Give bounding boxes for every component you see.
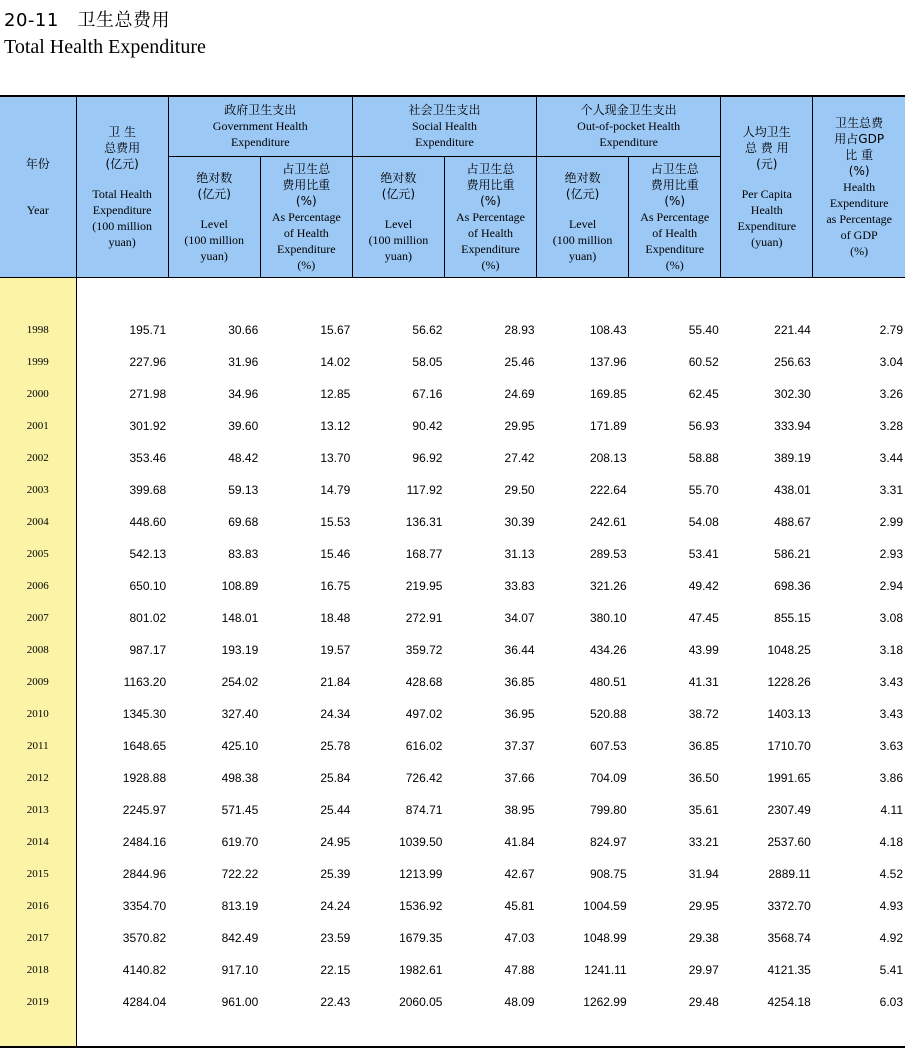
- year-cell: [0, 277, 76, 314]
- value-cell: 1213.99: [399, 866, 443, 881]
- value-cell: 31.96: [228, 354, 259, 369]
- value-cell: 31.13: [504, 546, 535, 561]
- value-cell: 19.57: [320, 642, 351, 657]
- value-cell: 987.17: [129, 642, 167, 657]
- value-cell: 41.31: [688, 674, 719, 689]
- value-cell: 3568.74: [767, 930, 811, 945]
- value-cell: 30.39: [504, 514, 535, 529]
- value-cell: 25.84: [320, 770, 351, 785]
- value-cell: 842.49: [221, 930, 259, 945]
- value-cell: 4.18: [879, 834, 903, 849]
- table-row: [0, 570, 905, 602]
- value-cell: 69.68: [228, 514, 259, 529]
- value-cell: 961.00: [221, 994, 259, 1009]
- value-cell: 616.02: [405, 738, 443, 753]
- value-cell: 333.94: [774, 418, 811, 433]
- value-cell: 23.59: [320, 930, 351, 945]
- value-cell: 60.52: [688, 354, 719, 369]
- value-cell: 221.44: [774, 322, 811, 337]
- value-cell: 18.48: [320, 610, 351, 625]
- table-row: [0, 858, 905, 890]
- value-cell: 542.13: [129, 546, 167, 561]
- value-cell: 2.94: [879, 578, 903, 593]
- year-cell: 2015: [0, 858, 76, 890]
- value-cell: 3.63: [879, 738, 903, 753]
- value-cell: 24.69: [504, 386, 535, 401]
- value-cell: 15.53: [320, 514, 351, 529]
- value-cell: 90.42: [412, 418, 443, 433]
- value-cell: 4121.35: [767, 962, 811, 977]
- header-gdp-share: 卫生总费 用占GDP 比 重 (%) Health Expenditure as Percentage of GDP (%): [813, 96, 905, 277]
- value-cell: 137.96: [589, 354, 627, 369]
- value-cell: 2060.05: [399, 994, 443, 1009]
- value-cell: 25.78: [320, 738, 351, 753]
- value-cell: 62.45: [688, 386, 719, 401]
- year-cell: 2009: [0, 666, 76, 698]
- value-cell: 3.43: [879, 706, 903, 721]
- value-cell: 2484.16: [122, 834, 167, 849]
- value-cell: 43.99: [688, 642, 719, 657]
- value-cell: 917.10: [221, 962, 259, 977]
- table-row: [0, 922, 905, 954]
- value-cell: 488.67: [774, 514, 811, 529]
- value-cell: 813.19: [221, 898, 259, 913]
- value-cell: 171.89: [589, 418, 627, 433]
- value-cell: 1039.50: [399, 834, 443, 849]
- table-row: [0, 538, 905, 570]
- value-cell: 36.85: [504, 674, 535, 689]
- value-cell: 45.81: [504, 898, 535, 913]
- table-header: [0, 96, 905, 277]
- table-row: [0, 602, 905, 634]
- value-cell: 193.19: [221, 642, 259, 657]
- value-cell: 67.16: [412, 386, 443, 401]
- value-cell: 254.02: [221, 674, 259, 689]
- value-cell: 3.43: [879, 674, 903, 689]
- value-cell: 96.92: [412, 450, 443, 465]
- value-cell: 36.95: [504, 706, 535, 721]
- value-cell: 168.77: [405, 546, 443, 561]
- value-cell: 55.70: [688, 482, 719, 497]
- value-cell: 24.24: [320, 898, 351, 913]
- table-body: [0, 277, 905, 1047]
- value-cell: 219.95: [405, 578, 443, 593]
- table-row: [0, 826, 905, 858]
- value-cell: 1403.13: [767, 706, 811, 721]
- value-cell: 42.67: [504, 866, 535, 881]
- value-cell: 31.94: [688, 866, 719, 881]
- value-cell: 222.64: [589, 482, 627, 497]
- value-cell: 425.10: [221, 738, 259, 753]
- value-cell: 1228.26: [767, 674, 811, 689]
- header-oop-level: 绝对数 (亿元) Level (100 million yuan): [537, 156, 629, 277]
- value-cell: 438.01: [774, 482, 811, 497]
- table-row: [0, 634, 905, 666]
- value-cell: 2.93: [879, 546, 903, 561]
- value-cell: 1004.59: [583, 898, 627, 913]
- header-social-pct: 占卫生总 费用比重 (%) As Percentage of Health Expenditure (%): [444, 156, 536, 277]
- value-cell: 208.13: [589, 450, 627, 465]
- value-cell: 3.44: [879, 450, 903, 465]
- value-cell: 25.44: [320, 802, 351, 817]
- value-cell: 3.04: [879, 354, 903, 369]
- year-cell: 2016: [0, 890, 76, 922]
- value-cell: 1262.99: [583, 994, 627, 1009]
- value-cell: 801.02: [129, 610, 167, 625]
- value-cell: 3.18: [879, 642, 903, 657]
- value-cell: 2.79: [879, 322, 903, 337]
- value-cell: 108.43: [589, 322, 627, 337]
- value-cell: 2245.97: [122, 802, 167, 817]
- year-cell: 1998: [0, 314, 76, 346]
- table-row: [0, 986, 905, 1018]
- value-cell: 37.37: [504, 738, 535, 753]
- value-cell: 56.93: [688, 418, 719, 433]
- header-social-level: 绝对数 (亿元) Level (100 million yuan): [352, 156, 444, 277]
- value-cell: 497.02: [405, 706, 443, 721]
- value-cell: 3.86: [879, 770, 903, 785]
- year-cell: [0, 1018, 76, 1047]
- value-cell: 29.38: [688, 930, 719, 945]
- value-cell: 1982.61: [399, 962, 443, 977]
- value-cell: 3.31: [879, 482, 903, 497]
- value-cell: 3.28: [879, 418, 903, 433]
- year-cell: 2017: [0, 922, 76, 954]
- value-cell: 59.13: [228, 482, 259, 497]
- table-row: [0, 954, 905, 986]
- value-cell: 36.85: [688, 738, 719, 753]
- value-cell: 799.80: [589, 802, 627, 817]
- year-cell: 2013: [0, 794, 76, 826]
- value-cell: 6.03: [879, 994, 903, 1009]
- header-per-capita: 人均卫生 总 费 用 (元) Per Capita Health Expenditure (yuan): [721, 96, 813, 277]
- value-cell: 47.88: [504, 962, 535, 977]
- value-cell: 4140.82: [122, 962, 167, 977]
- value-cell: 1345.30: [122, 706, 167, 721]
- value-cell: 56.62: [412, 322, 443, 337]
- value-cell: 399.68: [129, 482, 167, 497]
- value-cell: 2889.11: [768, 866, 811, 881]
- table-row: [0, 314, 905, 346]
- value-cell: 434.26: [589, 642, 627, 657]
- year-cell: 2007: [0, 602, 76, 634]
- value-cell: 29.95: [504, 418, 535, 433]
- value-cell: 41.84: [504, 834, 535, 849]
- value-cell: 12.85: [320, 386, 351, 401]
- value-cell: 53.41: [688, 546, 719, 561]
- year-cell: 1999: [0, 346, 76, 378]
- year-cell: 2018: [0, 954, 76, 986]
- value-cell: 271.98: [129, 386, 167, 401]
- value-cell: 54.08: [688, 514, 719, 529]
- value-cell: 39.60: [228, 418, 259, 433]
- value-cell: 722.22: [221, 866, 259, 881]
- value-cell: 2537.60: [767, 834, 811, 849]
- value-cell: 1163.20: [123, 674, 167, 689]
- page-title-cn: 20-11 卫生总费用: [4, 10, 170, 31]
- value-cell: 448.60: [129, 514, 167, 529]
- value-cell: 24.34: [320, 706, 351, 721]
- value-cell: 29.95: [688, 898, 719, 913]
- value-cell: 1536.92: [399, 898, 443, 913]
- header-gov-level: 绝对数 (亿元) Level (100 million yuan): [168, 156, 260, 277]
- year-cell: 2010: [0, 698, 76, 730]
- year-cell: 2019: [0, 986, 76, 1018]
- value-cell: 571.45: [221, 802, 259, 817]
- value-cell: 359.72: [405, 642, 443, 657]
- value-cell: 29.97: [688, 962, 719, 977]
- value-cell: 108.89: [221, 578, 259, 593]
- year-cell: 2014: [0, 826, 76, 858]
- value-cell: 698.36: [774, 578, 811, 593]
- value-cell: 1241.11: [584, 962, 627, 977]
- value-cell: 4.11: [880, 802, 903, 817]
- value-cell: 25.39: [320, 866, 351, 881]
- value-cell: 29.50: [504, 482, 535, 497]
- value-cell: 14.02: [320, 354, 351, 369]
- value-cell: 908.75: [589, 866, 627, 881]
- year-cell: 2006: [0, 570, 76, 602]
- value-cell: 30.66: [228, 322, 259, 337]
- spacer-row: [0, 277, 905, 314]
- value-cell: 1710.70: [767, 738, 811, 753]
- value-cell: 2.99: [879, 514, 903, 529]
- value-cell: 58.88: [688, 450, 719, 465]
- year-cell: 2001: [0, 410, 76, 442]
- value-cell: 607.53: [589, 738, 627, 753]
- value-cell: 38.95: [504, 802, 535, 817]
- value-cell: 34.96: [228, 386, 259, 401]
- value-cell: 855.15: [774, 610, 811, 625]
- value-cell: 389.19: [774, 450, 811, 465]
- value-cell: 520.88: [589, 706, 627, 721]
- table-row: [0, 346, 905, 378]
- value-cell: 24.95: [320, 834, 351, 849]
- value-cell: 289.53: [589, 546, 627, 561]
- value-cell: 380.10: [589, 610, 627, 625]
- value-cell: 1048.99: [583, 930, 627, 945]
- value-cell: 5.41: [879, 962, 903, 977]
- value-cell: 22.43: [320, 994, 351, 1009]
- value-cell: 13.12: [320, 418, 351, 433]
- value-cell: 35.61: [688, 802, 719, 817]
- value-cell: 136.31: [405, 514, 443, 529]
- value-cell: 428.68: [405, 674, 443, 689]
- value-cell: 650.10: [129, 578, 167, 593]
- value-cell: 48.09: [504, 994, 535, 1009]
- value-cell: 874.71: [405, 802, 443, 817]
- value-cell: 704.09: [589, 770, 627, 785]
- table-row: [0, 762, 905, 794]
- bottom-spacer-row: [0, 1018, 905, 1047]
- year-cell: 2012: [0, 762, 76, 794]
- header-year: 年份 Year: [0, 96, 76, 277]
- value-cell: 36.50: [688, 770, 719, 785]
- value-cell: 1679.35: [399, 930, 443, 945]
- value-cell: 321.26: [589, 578, 627, 593]
- value-cell: 227.96: [129, 354, 167, 369]
- value-cell: 37.66: [504, 770, 535, 785]
- table-row: [0, 890, 905, 922]
- value-cell: 824.97: [589, 834, 627, 849]
- value-cell: 1928.88: [122, 770, 167, 785]
- year-cell: 2003: [0, 474, 76, 506]
- value-cell: 3570.82: [122, 930, 167, 945]
- expenditure-table-container: [0, 95, 905, 1045]
- value-cell: 726.42: [405, 770, 443, 785]
- value-cell: 25.46: [504, 354, 535, 369]
- value-cell: 47.03: [504, 930, 535, 945]
- expenditure-table: [0, 95, 905, 1048]
- value-cell: 586.21: [774, 546, 811, 561]
- value-cell: 117.92: [406, 482, 443, 497]
- year-cell: 2008: [0, 634, 76, 666]
- value-cell: 301.92: [129, 418, 167, 433]
- value-cell: 55.40: [688, 322, 719, 337]
- value-cell: 15.46: [320, 546, 351, 561]
- value-cell: 4.92: [879, 930, 903, 945]
- table-row: [0, 378, 905, 410]
- table-row: [0, 730, 905, 762]
- value-cell: 302.30: [774, 386, 811, 401]
- value-cell: 1048.25: [767, 642, 811, 657]
- header-oop-pct: 占卫生总 费用比重 (%) As Percentage of Health Expenditure (%): [629, 156, 721, 277]
- value-cell: 21.84: [320, 674, 351, 689]
- table-row: [0, 698, 905, 730]
- value-cell: 3372.70: [767, 898, 811, 913]
- value-cell: 16.75: [320, 578, 351, 593]
- table-row: [0, 410, 905, 442]
- table-row: [0, 474, 905, 506]
- value-cell: 13.70: [320, 450, 351, 465]
- header-social: 社会卫生支出 Social Health Expenditure: [352, 96, 536, 156]
- value-cell: 169.85: [589, 386, 627, 401]
- header-government: 政府卫生支出 Government Health Expenditure: [168, 96, 352, 156]
- value-cell: 58.05: [412, 354, 443, 369]
- year-cell: 2000: [0, 378, 76, 410]
- value-cell: 48.42: [228, 450, 259, 465]
- value-cell: 36.44: [504, 642, 535, 657]
- value-cell: 242.61: [589, 514, 627, 529]
- year-cell: 2011: [0, 730, 76, 762]
- value-cell: 2844.96: [122, 866, 167, 881]
- value-cell: 272.91: [405, 610, 443, 625]
- value-cell: 15.67: [320, 322, 351, 337]
- value-cell: 49.42: [688, 578, 719, 593]
- value-cell: 327.40: [221, 706, 259, 721]
- value-cell: 22.15: [320, 962, 351, 977]
- table-row: [0, 506, 905, 538]
- value-cell: 195.71: [129, 322, 167, 337]
- value-cell: 33.83: [504, 578, 535, 593]
- value-cell: 3.08: [879, 610, 903, 625]
- value-cell: 47.45: [688, 610, 719, 625]
- value-cell: 38.72: [688, 706, 719, 721]
- year-cell: 2005: [0, 538, 76, 570]
- value-cell: 1991.65: [767, 770, 811, 785]
- header-total: 卫 生 总费用 (亿元) Total Health Expenditure (100 million yuan): [76, 96, 168, 277]
- value-cell: 14.79: [320, 482, 351, 497]
- value-cell: 498.38: [221, 770, 259, 785]
- table-row: [0, 794, 905, 826]
- value-cell: 1648.65: [122, 738, 167, 753]
- value-cell: 83.83: [228, 546, 259, 561]
- value-cell: 480.51: [589, 674, 627, 689]
- page-title-en: Total Health Expenditure: [4, 36, 206, 58]
- value-cell: 4254.18: [767, 994, 811, 1009]
- value-cell: 28.93: [504, 322, 535, 337]
- value-cell: 27.42: [504, 450, 535, 465]
- table-row: [0, 666, 905, 698]
- value-cell: 29.48: [688, 994, 719, 1009]
- year-cell: 2002: [0, 442, 76, 474]
- value-cell: 4.93: [879, 898, 903, 913]
- year-cell: 2004: [0, 506, 76, 538]
- value-cell: 148.01: [221, 610, 259, 625]
- value-cell: 4.52: [879, 866, 903, 881]
- value-cell: 256.63: [774, 354, 811, 369]
- header-gov-pct: 占卫生总 费用比重 (%) As Percentage of Health Expenditure (%): [260, 156, 352, 277]
- value-cell: 353.46: [129, 450, 167, 465]
- table-row: [0, 442, 905, 474]
- value-cell: 34.07: [504, 610, 535, 625]
- value-cell: 3.26: [879, 386, 903, 401]
- value-cell: 2307.49: [767, 802, 811, 817]
- value-cell: 33.21: [688, 834, 719, 849]
- value-cell: 4284.04: [122, 994, 167, 1009]
- value-cell: 3354.70: [122, 898, 167, 913]
- header-out-of-pocket: 个人现金卫生支出 Out-of-pocket Health Expenditure: [537, 96, 721, 156]
- value-cell: 619.70: [221, 834, 259, 849]
